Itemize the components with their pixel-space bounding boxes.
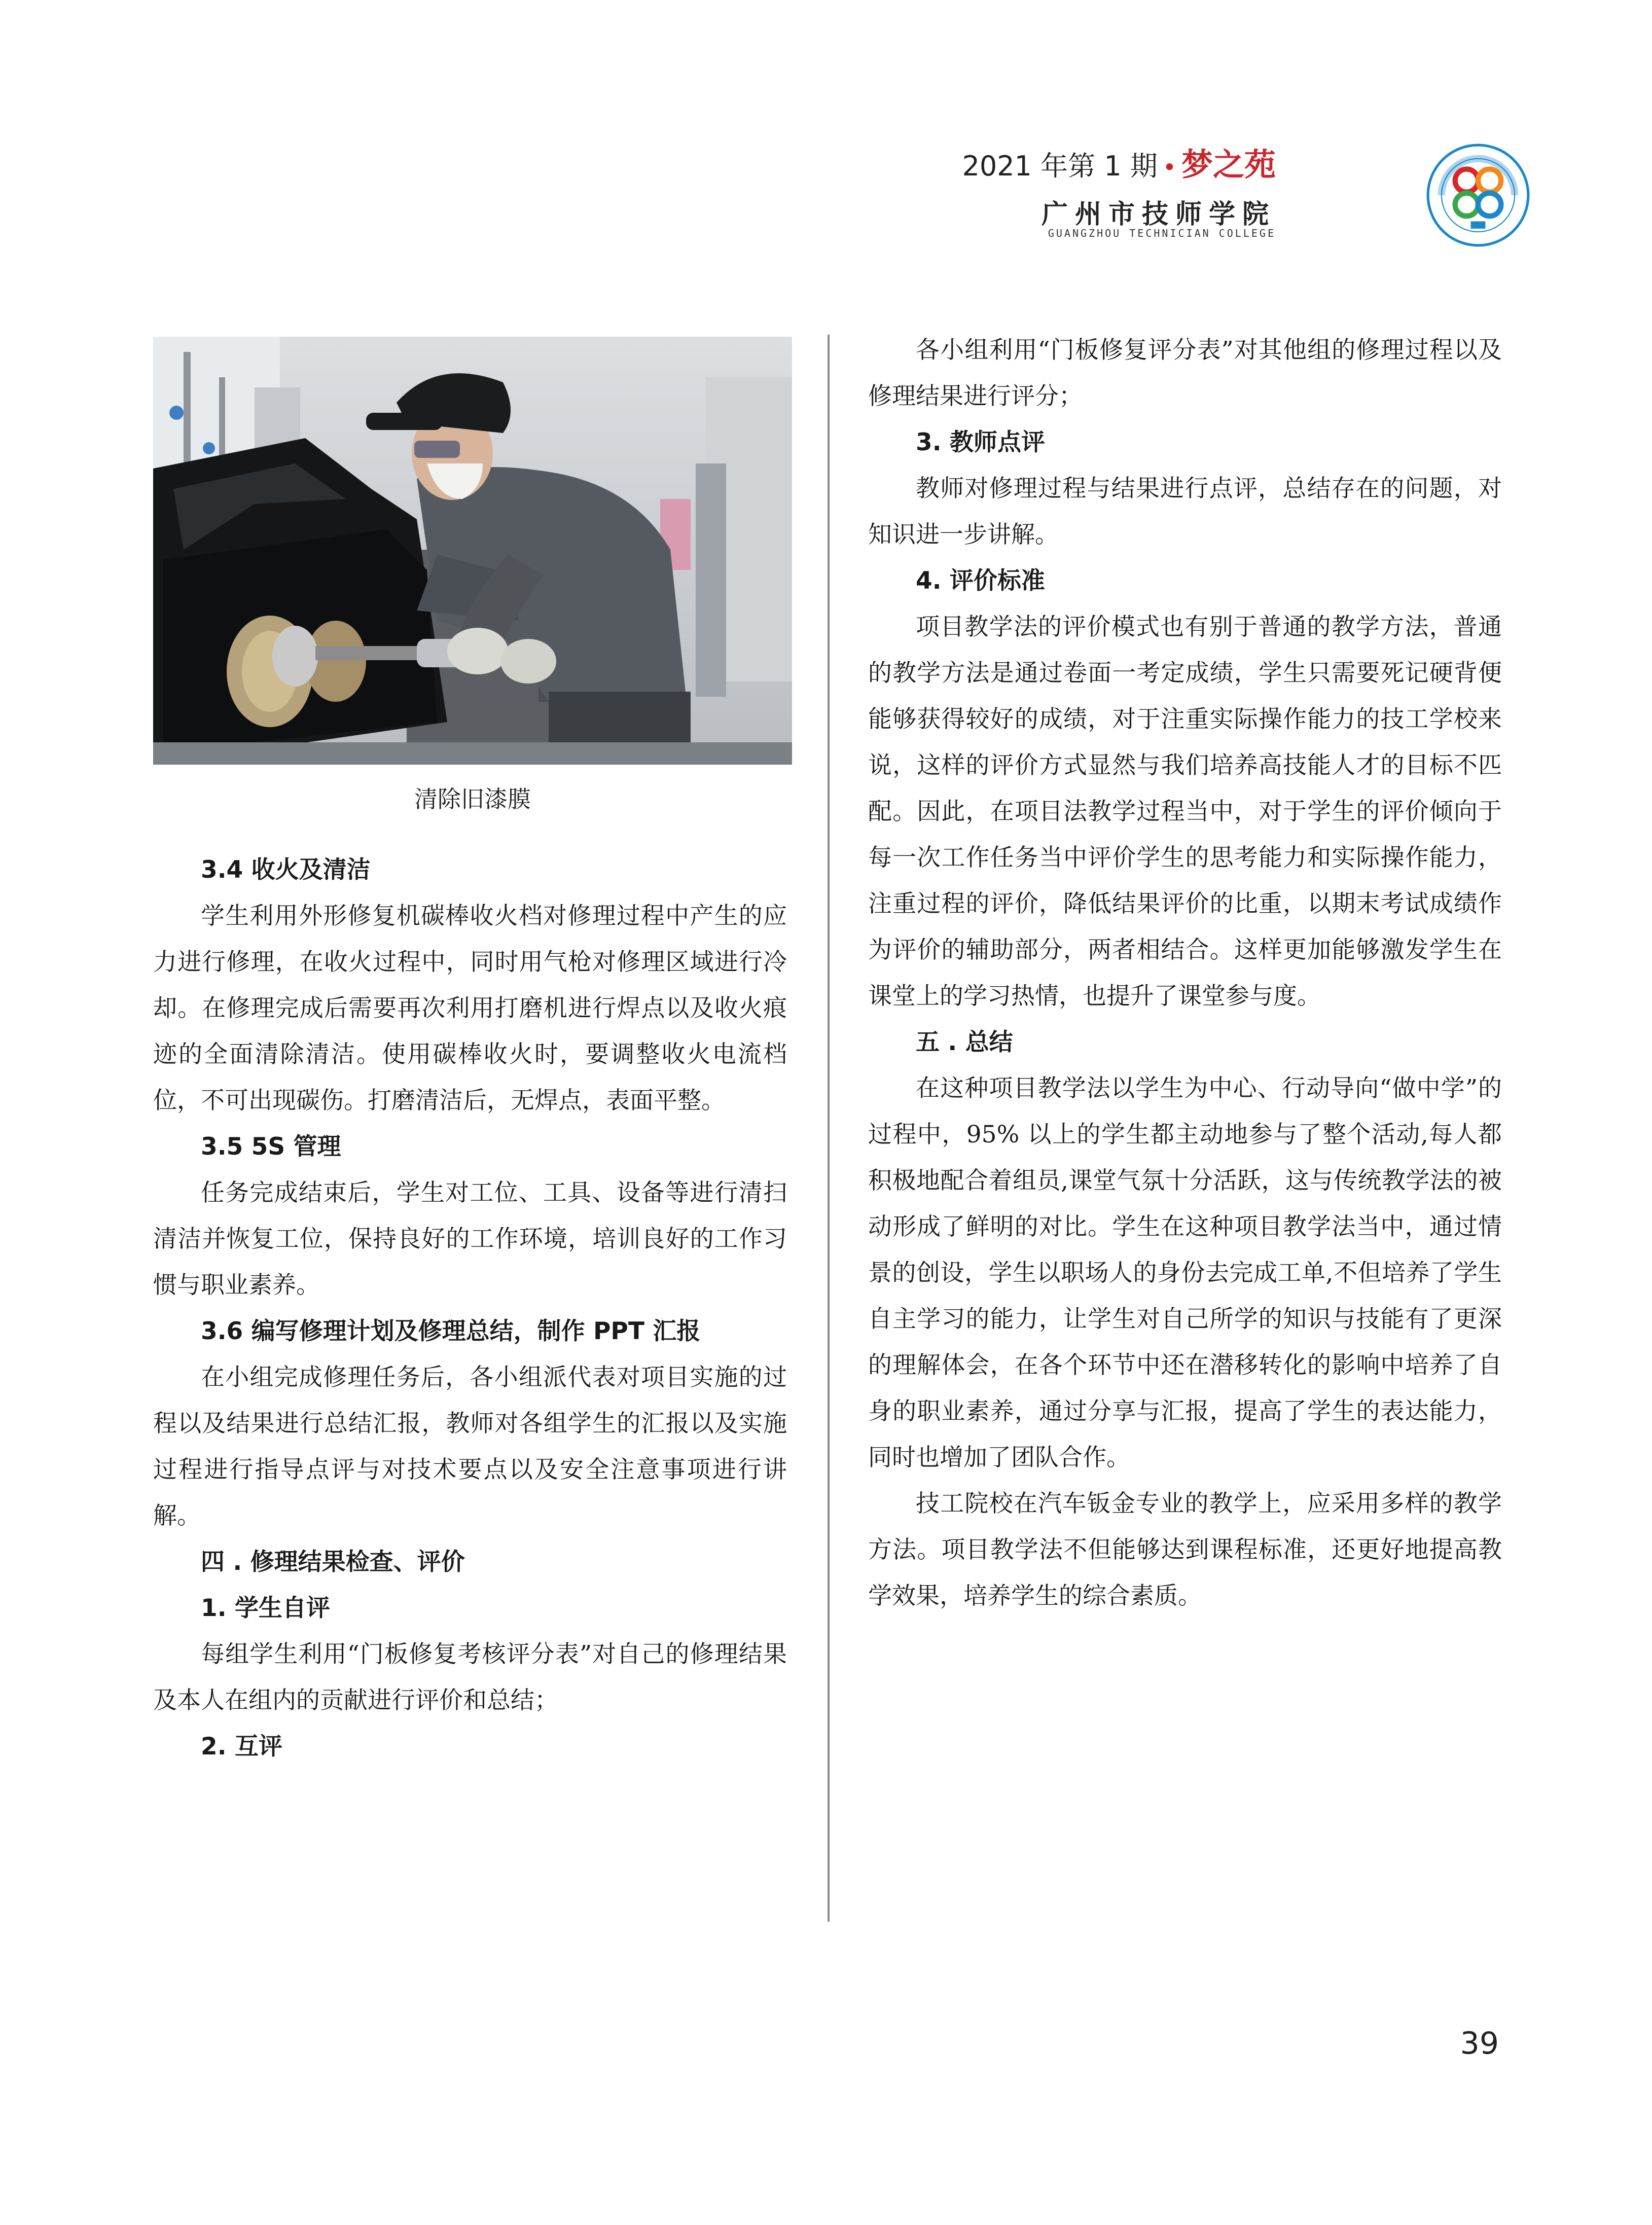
school-name-en: GUANGZHOU TECHNICIAN COLLEGE xyxy=(1048,227,1276,239)
section-heading: 四 . 修理结果检查、评价 xyxy=(201,1548,465,1576)
section-heading: 2. 互评 xyxy=(201,1733,282,1761)
body-paragraph: 每组学生利用“门板修复考核评分表”对自己的修理结果及本人在组内的贡献进行评价和总结； xyxy=(153,1640,787,1714)
issue-number: 2021 年第 1 期 xyxy=(962,150,1158,182)
section-heading: 3.6 编写修理计划及修理总结，制作 PPT 汇报 xyxy=(201,1317,701,1345)
issue-line xyxy=(962,147,1276,185)
workshop-photo xyxy=(153,337,792,765)
section-heading: 4. 评价标准 xyxy=(916,567,1045,595)
college-logo xyxy=(1426,143,1530,247)
section-heading: 五 . 总结 xyxy=(916,1028,1013,1056)
column-divider xyxy=(828,335,830,1922)
body-paragraph: 在小组完成修理任务后，各小组派代表对项目实施的过程以及结果进行总结汇报，教师对各组学生的汇报以及实施过程进行指导点评与对技术要点以及安全注意事项进行讲解。 xyxy=(153,1363,787,1530)
body-paragraph: 学生利用外形修复机碳棒收火档对修理过程中产生的应力进行修理，在收火过程中，同时用气枪对修理区域进行冷却。在修理完成后需要再次利用打磨机进行焊点以及收火痕迹的全面清除清洁。使用碳棒收火时，要调整收火电流档位，不可出现碳伤。打磨清洁后，无焊点，表面平整。 xyxy=(153,902,787,1115)
body-paragraph: 任务完成结束后，学生对工位、工具、设备等进行清扫清洁并恢复工位，保持良好的工作环境，培训良好的工作习惯与职业素养。 xyxy=(153,1179,787,1299)
separator-dot: • xyxy=(1162,154,1176,181)
body-paragraph: 技工院校在汽车钣金专业的教学上，应采用多样的教学方法。项目教学法不但能够达到课程标准，还更好地提高教学效果，培养学生的综合素质。 xyxy=(868,1490,1502,1610)
magazine-name: 梦之苑 xyxy=(1181,146,1276,183)
section-heading: 3.5 5S 管理 xyxy=(201,1133,341,1161)
body-paragraph: 在这种项目教学法以学生为中心、行动导向“做中学”的过程中，95% 以上的学生都主动地参与了整个活动,每人都积极地配合着组员,课堂气氛十分活跃，这与传统教学法的被动形成了鲜明的对比。学生在这种项目教学法当中，通过情景的创设，学生以职场人的身份去完成工单,不但培养了学生自主学习的能力，让学生对自己所学的知识与技能有了更深的理解体会，在各个环节中还在潜移转化的影响中培养了自身的职业素养，通过分享与汇报，提高了学生的表达能力，同时也增加了团队合作。 xyxy=(868,1074,1502,1472)
section-heading: 3. 教师点评 xyxy=(916,428,1045,456)
body-paragraph: 各小组利用“门板修复评分表”对其他组的修理过程以及修理结果进行评分； xyxy=(868,336,1502,410)
school-name-cn: 广州市技师学院 xyxy=(1041,199,1276,230)
section-heading: 1. 学生自评 xyxy=(201,1594,330,1622)
page-number: 39 xyxy=(1460,2026,1499,2061)
body-paragraph: 教师对修理过程与结果进行点评，总结存在的问题，对知识进一步讲解。 xyxy=(868,475,1502,549)
photo-caption: 清除旧漆膜 xyxy=(414,785,531,813)
left-column xyxy=(153,847,787,1770)
body-paragraph: 项目教学法的评价模式也有别于普通的教学方法，普通的教学方法是通过卷面一考定成绩，学生只需要死记硬背便能够获得较好的成绩，对于注重实际操作能力的技工学校来说，这样的评价方式显然与我们培养高技能人才的目标不匹配。因此，在项目法教学过程当中，对于学生的评价倾向于每一次工作任务当中评价学生的思考能力和实际操作能力，注重过程的评价，降低结果评价的比重，以期末考试成绩作为评价的辅助部分，两者相结合。这样更加能够激发学生在课堂上的学习热情，也提升了课堂参与度。 xyxy=(868,613,1502,1010)
section-heading: 3.4 收火及清洁 xyxy=(201,856,371,884)
right-column xyxy=(868,327,1502,1619)
